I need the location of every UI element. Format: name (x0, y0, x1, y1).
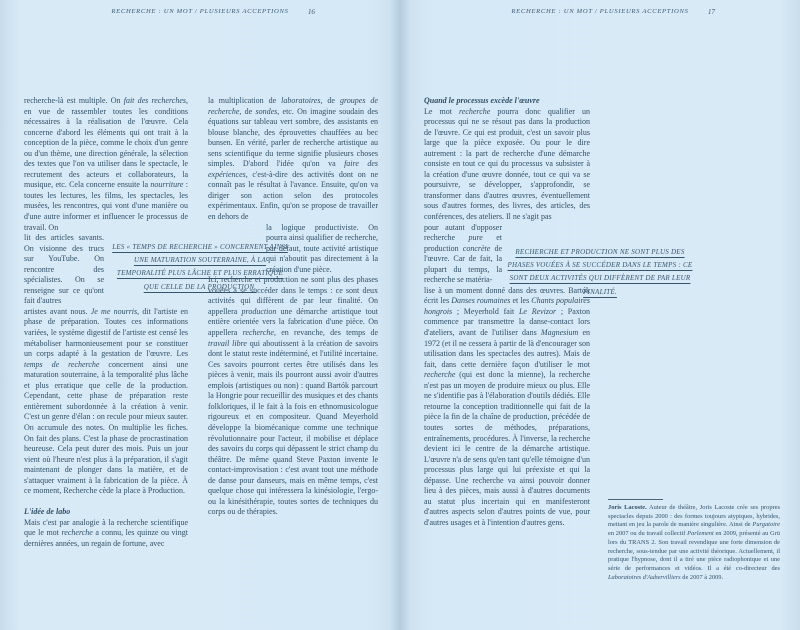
pull-quote-left: LES « TEMPS DE RECHERCHE » CONCERNENT AINSI UNE MATURATION SOUTERRAINE, À LA TEMPORALITÉ PLUS LÂCHE ET PLUS ERRATIQUE QUE CELLE DE LA PRODUCTION. (112, 243, 288, 291)
paragraph: Le mot recherche pourra donc qualifier un processus qui ne se résout pas dans la production de l'œuvre. Ce qui est produit, c'est un savoir plus large que la pièce exposée. Ou pour le dire autrement : la part de recherche d'une démarche consiste en tout ce qui du processus va subsister à la création d'une œuvre donnée, tout ce qui va se poursuivre, se développer, s'approfondir, se transformer dans d'autres œuvres, éventuellement sous d'autres formes, des livres, des articles, des conférences, des ateliers. Il ne s'agit pas (424, 106, 590, 222)
pull-quote-right: RECHERCHE ET PRODUCTION NE SONT PLUS DES PHASES VOUÉES À SE SUCCÉDER DANS LE TEMPS : CE SONT DEUX ACTIVITÉS QUI DIFFÈRENT DE PAR LEUR FINALITÉ. (507, 248, 693, 296)
page-number-right: 17 (707, 7, 715, 16)
page-number-left: 16 (307, 7, 315, 16)
left-page-column-1 (24, 96, 188, 549)
left-page-column-2 (208, 96, 378, 518)
paragraph-wrap-around-quote: pour autant d'opposer recherche pure et production concrète de l'œuvre. Car de fait, la plupart du temps, la recherche se matéria- (424, 222, 502, 285)
page-fold-shadow (390, 0, 410, 630)
paragraph: recherche-là est multiple. On fait des recherches, en vue de rassembler toutes les conditions nécessaires à la réalisation de l'œuvre. Cela concerne d'abord les éléments qui ont trait à la conception de la pièce, comme le choix d'un genre ou d'un thème, une direction générale, la sélection des textes que l'on va utiliser dans le spectacle, le recrutement des acteurs et collaborateurs, la musique, etc. Cela concerne ensuite la nourriture : toutes les lectures, les films, les spectacles, les musées, les rencontres, qui vont d'une manière ou d'une autre informer et influencer le processus de travail. On (24, 96, 188, 232)
section-heading-processus: Quand le processus excède l'œuvre (424, 96, 540, 105)
footnote-joris-lacoste: Joris Lacoste. Auteur de théâtre, Joris Lacoste crée ses propres spectacles depuis 2000 : des formes toujours atypiques, hybrides, mettant en jeu la parole de manière singulière. Ainsi de Purgatoire en 2007 ou du travail collectif Parlement en 2009, présenté au Grü lors du TRANS 2. Son travail revendique une forte dimension de recherche, sous-tendue par une activité théorique. Actuellement, il pratique l'hypnose, dont il a tiré une pièce radiophonique et une série de performances et vidéos. Il a été co-directeur des Laboratoires d'Aubervilliers de 2007 à 2009. (608, 504, 780, 581)
paragraph-wrap-around-quote: la logique productiviste. On pourra ainsi qualifier de recherche, par défaut, toute activité artistique qui n'aboutit pas directement à la création d'une pièce. (266, 222, 378, 274)
paragraph: Mais c'est par analogie à la recherche scientifique que le mot recherche a connu, les quinze ou vingt dernières années, un regain de fortune, avec (24, 517, 188, 548)
paragraph-wrap-around-quote: lit des articles savants. On visionne des trucs sur YouTube. On rencontre des spécialistes. On se renseigne sur ce qu'ont fait d'autres (24, 233, 104, 306)
running-header-left: RECHERCHE : UN MOT / PLUSIEURS ACCEPTIONS (111, 8, 289, 15)
section-heading-labo: L'idée de labo (24, 507, 71, 517)
paragraph: Ici, recherche et production ne sont plus des phases vouées à se succéder dans le temps : ce sont deux activités qui diffèrent de par leur finalité. On appellera production une démarche artistique tout entière orientée vers la fabrication d'une pièce. On appellera recherche, en revanche, des temps de travail libre qui aboutissent à la création de savoirs dont le statut reste indéterminé, et l'utilité incertaine. Ces savoirs pourront certes être utilisés dans les pièces à venir, mais ils pourront aussi avoir d'autres emplois (artistiques ou non) : quand Bartók parcourt la Hongrie pour recueillir des musiques et des chants folkloriques, il le fait à la fois en ethnomusicologue rigoureux et en compositeur. Quand Meyerhold développe la biomécanique comme une technique révolutionnaire pour l'acteur, il mobilise et déplace des savoirs du corps qui dépassent le strict champ du théâtre. De même quand Steve Paxton invente le contact-improvisation : c'est avant tout une méthode de danse pour danseurs, mais en même temps, c'est quelque chose qui intéressera la kinésiologie, l'ergo- ou la kinésithérapie, toutes sortes de techniques du corps ou de thérapies. (208, 275, 378, 517)
paragraph: lise à un moment donné dans des œuvres. Bartók écrit les Danses roumaines et les Chants populaires hongrois ; Meyerhold fait Le Revizor ; Paxton commence par transmettre la danse-contact lors d'ateliers, avant de l'utiliser dans Magnesium en 1972 (et il ne cessera à partir de là d'encourager son utilisation dans les spectacles des autres). Mais de fait, dans cette dernière façon d'utiliser le mot recherche (qui est donc la mienne), la recherche n'est pas un moyen de produire mieux ou plus. Elle ne s'identifie pas à l'élaboration d'outils dédiés. Elle retourne la conception traditionnelle qui fait de la pièce la fin de la chaîne de production, précédée de toutes sortes de méthodes, préparations, entraînements, procédures. À l'inverse, la recherche devient ici le centre de la démarche artistique. L'œuvre n'a de sens qu'en tant qu'elle témoigne d'un processus plus large qui lui préexiste et qui la dépasse. Une recherche va ainsi pouvoir donner lieu à des pièces, mais aussi à d'autres documents au statut plus incertain qui en manifesteront d'autres aspects selon d'autres points de vue, pour d'autres usages et à l'intention d'autres gens. (424, 285, 591, 527)
running-header-right: RECHERCHE : UN MOT / PLUSIEURS ACCEPTIONS (511, 8, 689, 15)
paragraph: la multiplication de laboratoires, de groupes de recherche, de sondes, etc. On imagine soudain des équations sur tableau vert sombre, des assistants en blouse blanche, des éprouvettes chauffées au bec bunsen. En vérité, parler de recherche artistique au sens scientifique du terme signifie plusieurs choses simples. D'abord l'idée qu'on va faire des expériences, c'est-à-dire des activités dont on ne connaît pas le résultat à l'avance. Ensuite, qu'on va diriger son action selon des protocoles expérimentaux. Enfin, qu'on se propose de travailler en dehors de (208, 96, 378, 222)
footnote-rule (608, 499, 663, 500)
right-page-column-1 (424, 96, 590, 528)
paragraph: artistes avant nous. Je me nourris, dit l'artiste en phase de préparation. Toutes ces informations variées, le système digestif de l'artiste est censé les métaboliser harmonieusement pour se constituer un corps adapté à la gestation de l'œuvre. Les temps de recherche concernent ainsi une maturation souterraine, à la temporalité plus lâche et plus erratique que celle de la production. Cependant, cette phase de préparation reste entièrement subordonnée à la création à venir. C'est un genre d'élan : on recule pour mieux sauter. On accumule des notes. On multiplie les fiches. On fait des plans. C'est la phase de procrastination heureuse. Cela peut durer des mois. Puis un jour vient où l'heure n'est plus à la préparation, il s'agit maintenant de plonger dans la matière, et de s'attaquer vraiment à la fabrication de la pièce. À ce moment, Recherche cède la place à Production. (24, 306, 189, 496)
